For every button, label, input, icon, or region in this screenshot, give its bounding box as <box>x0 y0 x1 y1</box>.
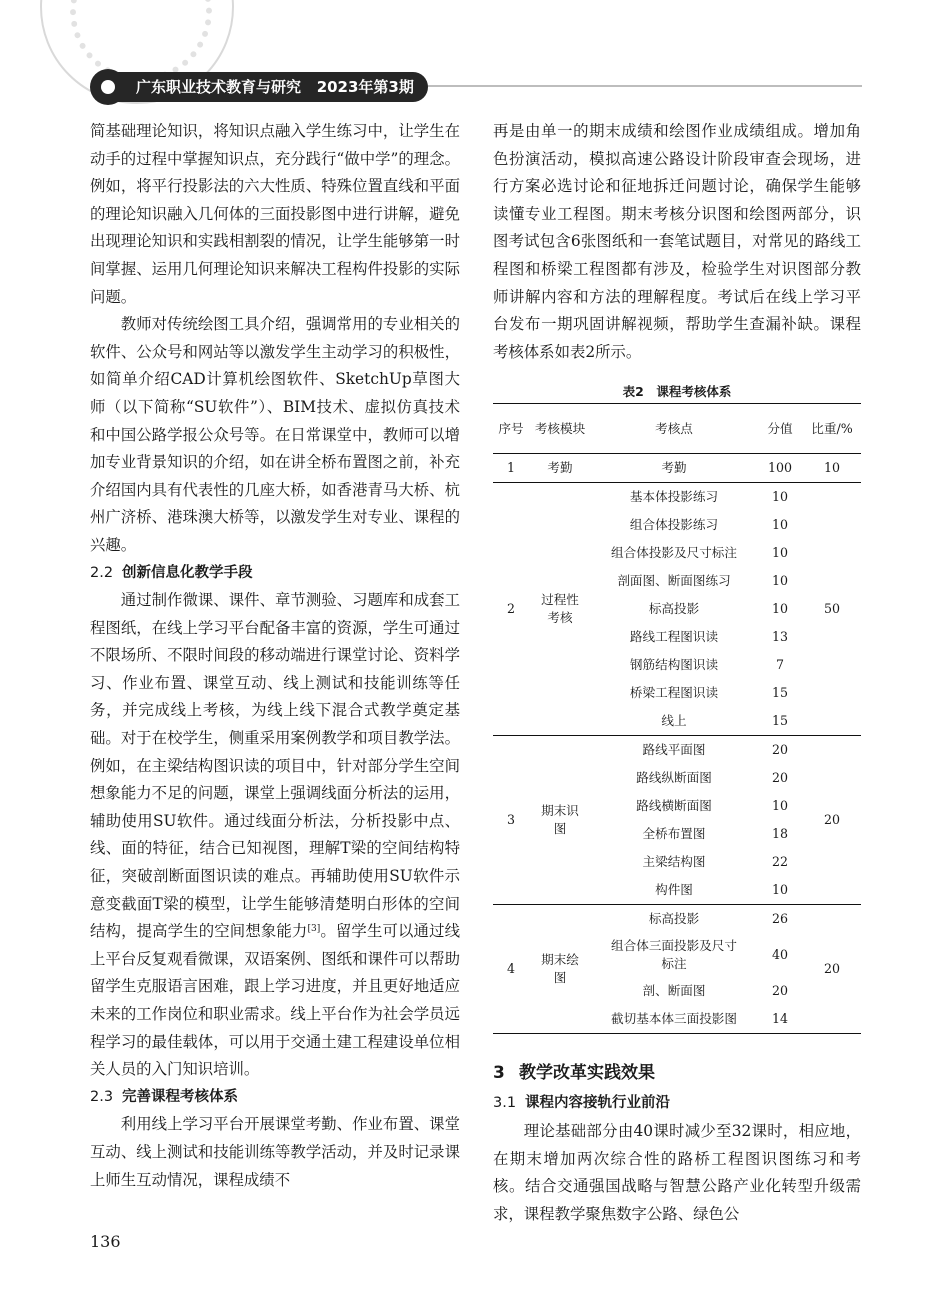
section-heading-2-2 <box>90 560 460 588</box>
cell-score: 10 <box>771 882 789 897</box>
cell-point: 路线平面图 <box>642 742 706 757</box>
cell-point: 线上 <box>661 713 687 728</box>
citation: [3] <box>307 924 321 935</box>
paragraph-informatization <box>90 587 460 1084</box>
section-title: 教学改革实践效果 <box>519 1063 655 1084</box>
cell-point: 构件图 <box>655 882 693 897</box>
cell-point: 剖面图、断面图练习 <box>617 573 731 588</box>
section-number: 3.1 <box>493 1095 517 1112</box>
journal-issue: 2023年第3期 <box>316 78 414 96</box>
table-row <box>493 483 861 512</box>
cell-score: 20 <box>771 983 789 998</box>
cell-score: 100 <box>767 460 793 475</box>
cell-ratio: 20 <box>823 812 841 827</box>
cell-score: 10 <box>771 601 789 616</box>
cell-module: 过程性考核 <box>541 592 579 625</box>
cell-no: 4 <box>506 961 515 976</box>
cell-score: 10 <box>771 573 789 588</box>
cell-score: 22 <box>771 854 789 869</box>
cell-point: 主梁结构图 <box>642 854 706 869</box>
cell-no: 3 <box>506 812 515 827</box>
cell-score: 10 <box>771 517 789 532</box>
paragraph-tools: 教师对传统绘图工具介绍，强调常用的专业相关的软件、公众号和网站等以激发学生主动学习的积极性，如简单介绍CAD计算机绘图软件、SketchUp草图大师（以下简称“SU软件”）、BIM技术、虚拟仿真技术和中国公路学报公众号等。在日常课堂中，教师可以增加专业背景知识的介绍，如在讲全桥布置图之前，补充介绍国内具有代表性的几座大桥，如香港青马大桥、杭州广济桥、港珠澳大桥等，以激发学生对专业、课程的兴趣。 <box>90 315 460 554</box>
cell-point: 标高投影 <box>648 601 700 616</box>
cell-module: 期末绘图 <box>541 952 579 985</box>
cell-module: 考勤 <box>547 460 573 475</box>
section-heading-3-1 <box>493 1090 861 1118</box>
section-number: 2.3 <box>90 1088 114 1105</box>
cell-score: 20 <box>771 742 789 757</box>
cell-score: 15 <box>771 713 789 728</box>
header-no: 序号 <box>498 420 524 436</box>
table-body <box>493 454 861 1034</box>
section-heading-3 <box>493 1056 861 1090</box>
header-point: 考核点 <box>655 420 693 436</box>
page-number: 136 <box>90 1232 121 1251</box>
header-score: 分值 <box>767 420 793 436</box>
paragraph-continued: 再是由单一的期末成绩和绘图作业成绩组成。增加角色扮演活动，模拟高速公路设计阶段审查会现场，进行方案必选讨论和征地拆迁问题讨论，确保学生能够读懂专业工程图。期末考核分识图和绘图两部分，识图考试包含6张图纸和一套笔试题目，对常见的路线工程图和桥梁工程图都有涉及，检验学生对识图部分教师讲解内容和方法的理解程度。考试后在线上学习平台发布一期巩固讲解视频，帮助学生查漏补缺。课程考核体系如表2所示。 <box>493 122 861 361</box>
left-column <box>90 118 460 1194</box>
cell-point: 路线纵断面图 <box>636 770 712 785</box>
cell-no: 2 <box>506 601 515 616</box>
header-ratio: 比重/% <box>811 420 853 436</box>
paragraph-curriculum: 理论基础部分由40课时减少至32课时，相应地，在期末增加两次综合性的路桥工程图识图练习和考核。结合交通强国战略与智慧公路产业化转型升级需求，课程教学聚焦数字公路、绿色公 <box>493 1121 861 1223</box>
table-row <box>493 736 861 765</box>
header-module: 考核模块 <box>534 420 586 436</box>
paragraph-continued: 简基础理论知识，将知识点融入学生练习中，让学生在动手的过程中掌握知识点，充分践行“做中学”的理念。例如，将平行投影法的六大性质、特殊位置直线和平面的理论知识融入几何体的三面投影图中进行讲解，避免出现理论知识和实践相割裂的情况，让学生能够第一时间掌握、运用几何理论知识来解决工程构件投影的实际问题。 <box>90 122 460 306</box>
cell-point: 路线工程图识读 <box>629 629 719 644</box>
cell-point: 全桥布置图 <box>642 826 706 841</box>
journal-name: 广东职业技术教育与研究 <box>136 78 302 96</box>
paragraph-assessment: 利用线上学习平台开展课堂考勤、作业布置、课堂互动、线上测试和技能训练等教学活动，并及时记录课上师生互动情况，课程成绩不 <box>90 1115 460 1189</box>
cell-score: 7 <box>775 657 784 672</box>
running-header <box>116 72 428 102</box>
cell-point: 考勤 <box>661 460 687 475</box>
cell-point: 标高投影 <box>648 911 700 926</box>
cell-no: 1 <box>506 460 515 475</box>
table-header-row <box>493 404 861 454</box>
cell-point: 组合体投影及尺寸标注 <box>611 545 737 560</box>
cell-score: 10 <box>771 545 789 560</box>
cell-point: 截切基本体三面投影图 <box>611 1011 737 1026</box>
cell-score: 10 <box>771 489 789 504</box>
section-title: 课程内容接轨行业前沿 <box>525 1095 670 1112</box>
cell-ratio: 10 <box>823 460 841 475</box>
cell-module: 期末识图 <box>541 803 579 836</box>
section-heading-2-3 <box>90 1084 460 1112</box>
cell-point: 钢筋结构图识读 <box>629 657 719 672</box>
cell-score: 15 <box>771 685 789 700</box>
paragraph-text: 。留学生可以通过线上平台反复观看微课，双语案例、图纸和课件可以帮助留学生克服语言困难，跟上学习进度，并且更好地适应未来的工作岗位和职业需求。线上平台作为社会学员远程学习的最佳载体，可以用于交通土建工程建设单位相关人员的入门知识培训。 <box>90 922 460 1079</box>
section-title: 完善课程考核体系 <box>122 1088 238 1105</box>
cell-score: 20 <box>771 770 789 785</box>
cell-score: 18 <box>771 826 789 841</box>
paragraph-text: 通过制作微课、课件、章节测验、习题库和成套工程图纸，在线上学习平台配备丰富的资源，学生可通过不限场所、不限时间段的移动端进行课堂讨论、资料学习、作业布置、课堂互动、线上测试和技能训练等任务，并完成线上考核，为线上线下混合式教学奠定基础。对于在校学生，侧重采用案例教学和项目教学法。例如，在主梁结构图识读的项目中，针对部分学生空间想象能力不足的问题，课堂上强调线面分析法的运用，辅助使用SU软件。通过线面分析法，分析投影中点、线、面的特征，结合已知视图，理解T梁的空间结构特征，突破剖断面图识读的难点。再辅助使用SU软件示意变截面T梁的模型，让学生能够清楚明白形体的空间结构，提高学生的空间想象能力 <box>90 591 460 941</box>
cell-point: 组合体投影练习 <box>629 517 719 532</box>
section-number: 3 <box>493 1063 505 1084</box>
assessment-table <box>493 403 861 1034</box>
cell-point: 路线横断面图 <box>636 798 712 813</box>
table-row <box>493 905 861 934</box>
cell-ratio: 50 <box>823 601 841 616</box>
cell-point: 剖、断面图 <box>642 983 706 998</box>
section-title: 创新信息化教学手段 <box>122 564 253 581</box>
table-title: 表2 课程考核体系 <box>622 384 732 399</box>
cell-score: 14 <box>771 1011 789 1026</box>
section-number: 2.2 <box>90 564 114 581</box>
table-row <box>493 454 861 483</box>
cell-score: 13 <box>771 629 789 644</box>
cell-ratio: 20 <box>823 961 841 976</box>
cell-point: 桥梁工程图识读 <box>629 685 719 700</box>
cell-score: 10 <box>771 798 789 813</box>
cell-score: 40 <box>771 947 789 962</box>
cell-point: 基本体投影练习 <box>629 489 719 504</box>
cell-point: 组合体三面投影及尺寸标注 <box>611 938 737 971</box>
cell-score: 26 <box>771 911 789 926</box>
